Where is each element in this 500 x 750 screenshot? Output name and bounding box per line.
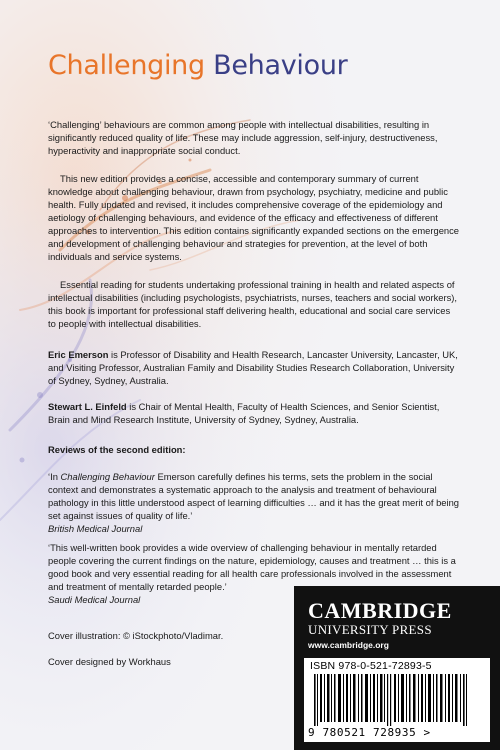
publisher-panel bbox=[294, 586, 500, 750]
title-word-behaviour: Behaviour bbox=[213, 50, 348, 81]
cover-design-credit: Cover designed by Workhaus bbox=[48, 656, 171, 667]
author-bio-text: is Chair of Mental Health, Faculty of Health Sciences, and Senior Scientist, Brain and Mind Research Institute, University of Sydney, Sydney, Australia. bbox=[48, 401, 440, 425]
review-1: ‘In Challenging Behaviour Emerson carefully defines his terms, sets the problem in the social context and demonstrates a systematic approach to the analysis and treatment of behavioural pathology in this little understood aspect of learning difficulties … and it has the great merit of being set against issues of quality of life.’ British Medical Journal bbox=[48, 471, 460, 534]
barcode-icon bbox=[314, 674, 484, 726]
review-source: Saudi Medical Journal bbox=[48, 594, 141, 605]
description-paragraph-1: ‘Challenging’ behaviours are common among people with intellectual disabilities, resulting in significantly reduced quality of life. These may include aggression, self-injury, destructiveness, hyperactivity and inappropriate social conduct. bbox=[48, 119, 438, 156]
author-bio-einfeld bbox=[48, 400, 460, 426]
publisher-url: www.cambridge.org bbox=[308, 640, 389, 650]
description-paragraph-2: This new edition provides a concise, accessible and contemporary summary of current knowledge about challenging behaviour, drawn from psychology, psychiatry, medicine and public health. Fully updated and revised, it includes comprehensive coverage of the epidemiology and aetiology of challenging behaviours, and evidence of the efficacy and effectiveness of different approaches to intervention. This edition contains significantly expanded sections on the emergence and development of challenging behaviour and strategies for prevention, at the level of both individuals and service systems. bbox=[48, 173, 460, 262]
title-word-challenging: Challenging bbox=[48, 50, 205, 81]
review-book-title: Challenging Behaviour bbox=[60, 471, 155, 482]
review-source: British Medical Journal bbox=[48, 523, 143, 534]
author-name: Eric Emerson bbox=[48, 349, 109, 360]
reviews-heading: Reviews of the second edition: bbox=[48, 444, 186, 455]
author-bio-emerson bbox=[48, 348, 460, 387]
isbn-label: ISBN 978-0-521-72893-5 bbox=[310, 660, 432, 672]
cover-illustration-credit: Cover illustration: © iStockphoto/Vladimar. bbox=[48, 630, 224, 641]
author-bio-text: is Professor of Disability and Health Research, Lancaster University, Lancaster, UK, and Visiting Professor, Australian Family and Disability Studies Research Collaboration, University of Sydney, Sydney, Australia. bbox=[48, 349, 458, 386]
author-name: Stewart L. Einfeld bbox=[48, 401, 127, 412]
publisher-logo-name: CAMBRIDGE bbox=[308, 598, 452, 623]
book-title bbox=[48, 50, 347, 81]
review-2: ‘This well-written book provides a wide overview of challenging behaviour in mentally retarded people covering the current findings on the nature, epidemiology, causes and treatment … this is a good book and very essential reading for all health care professionals involved in the assessment and treatment of mentally retarded people.’ Saudi Medical Journal bbox=[48, 541, 460, 606]
description-paragraph-3: Essential reading for students undertaking professional training in health and related aspects of intellectual disabilities (including psychologists, psychiatrists, nurses, teachers and social workers), this book is important for professional staff delivering health, educational and social care services to people with intellectual disabilities. bbox=[48, 279, 458, 329]
publisher-logo-press: UNIVERSITY PRESS bbox=[308, 622, 432, 637]
barcode-number: 9 780521 728935 > bbox=[308, 726, 431, 739]
barcode-panel bbox=[304, 658, 490, 742]
